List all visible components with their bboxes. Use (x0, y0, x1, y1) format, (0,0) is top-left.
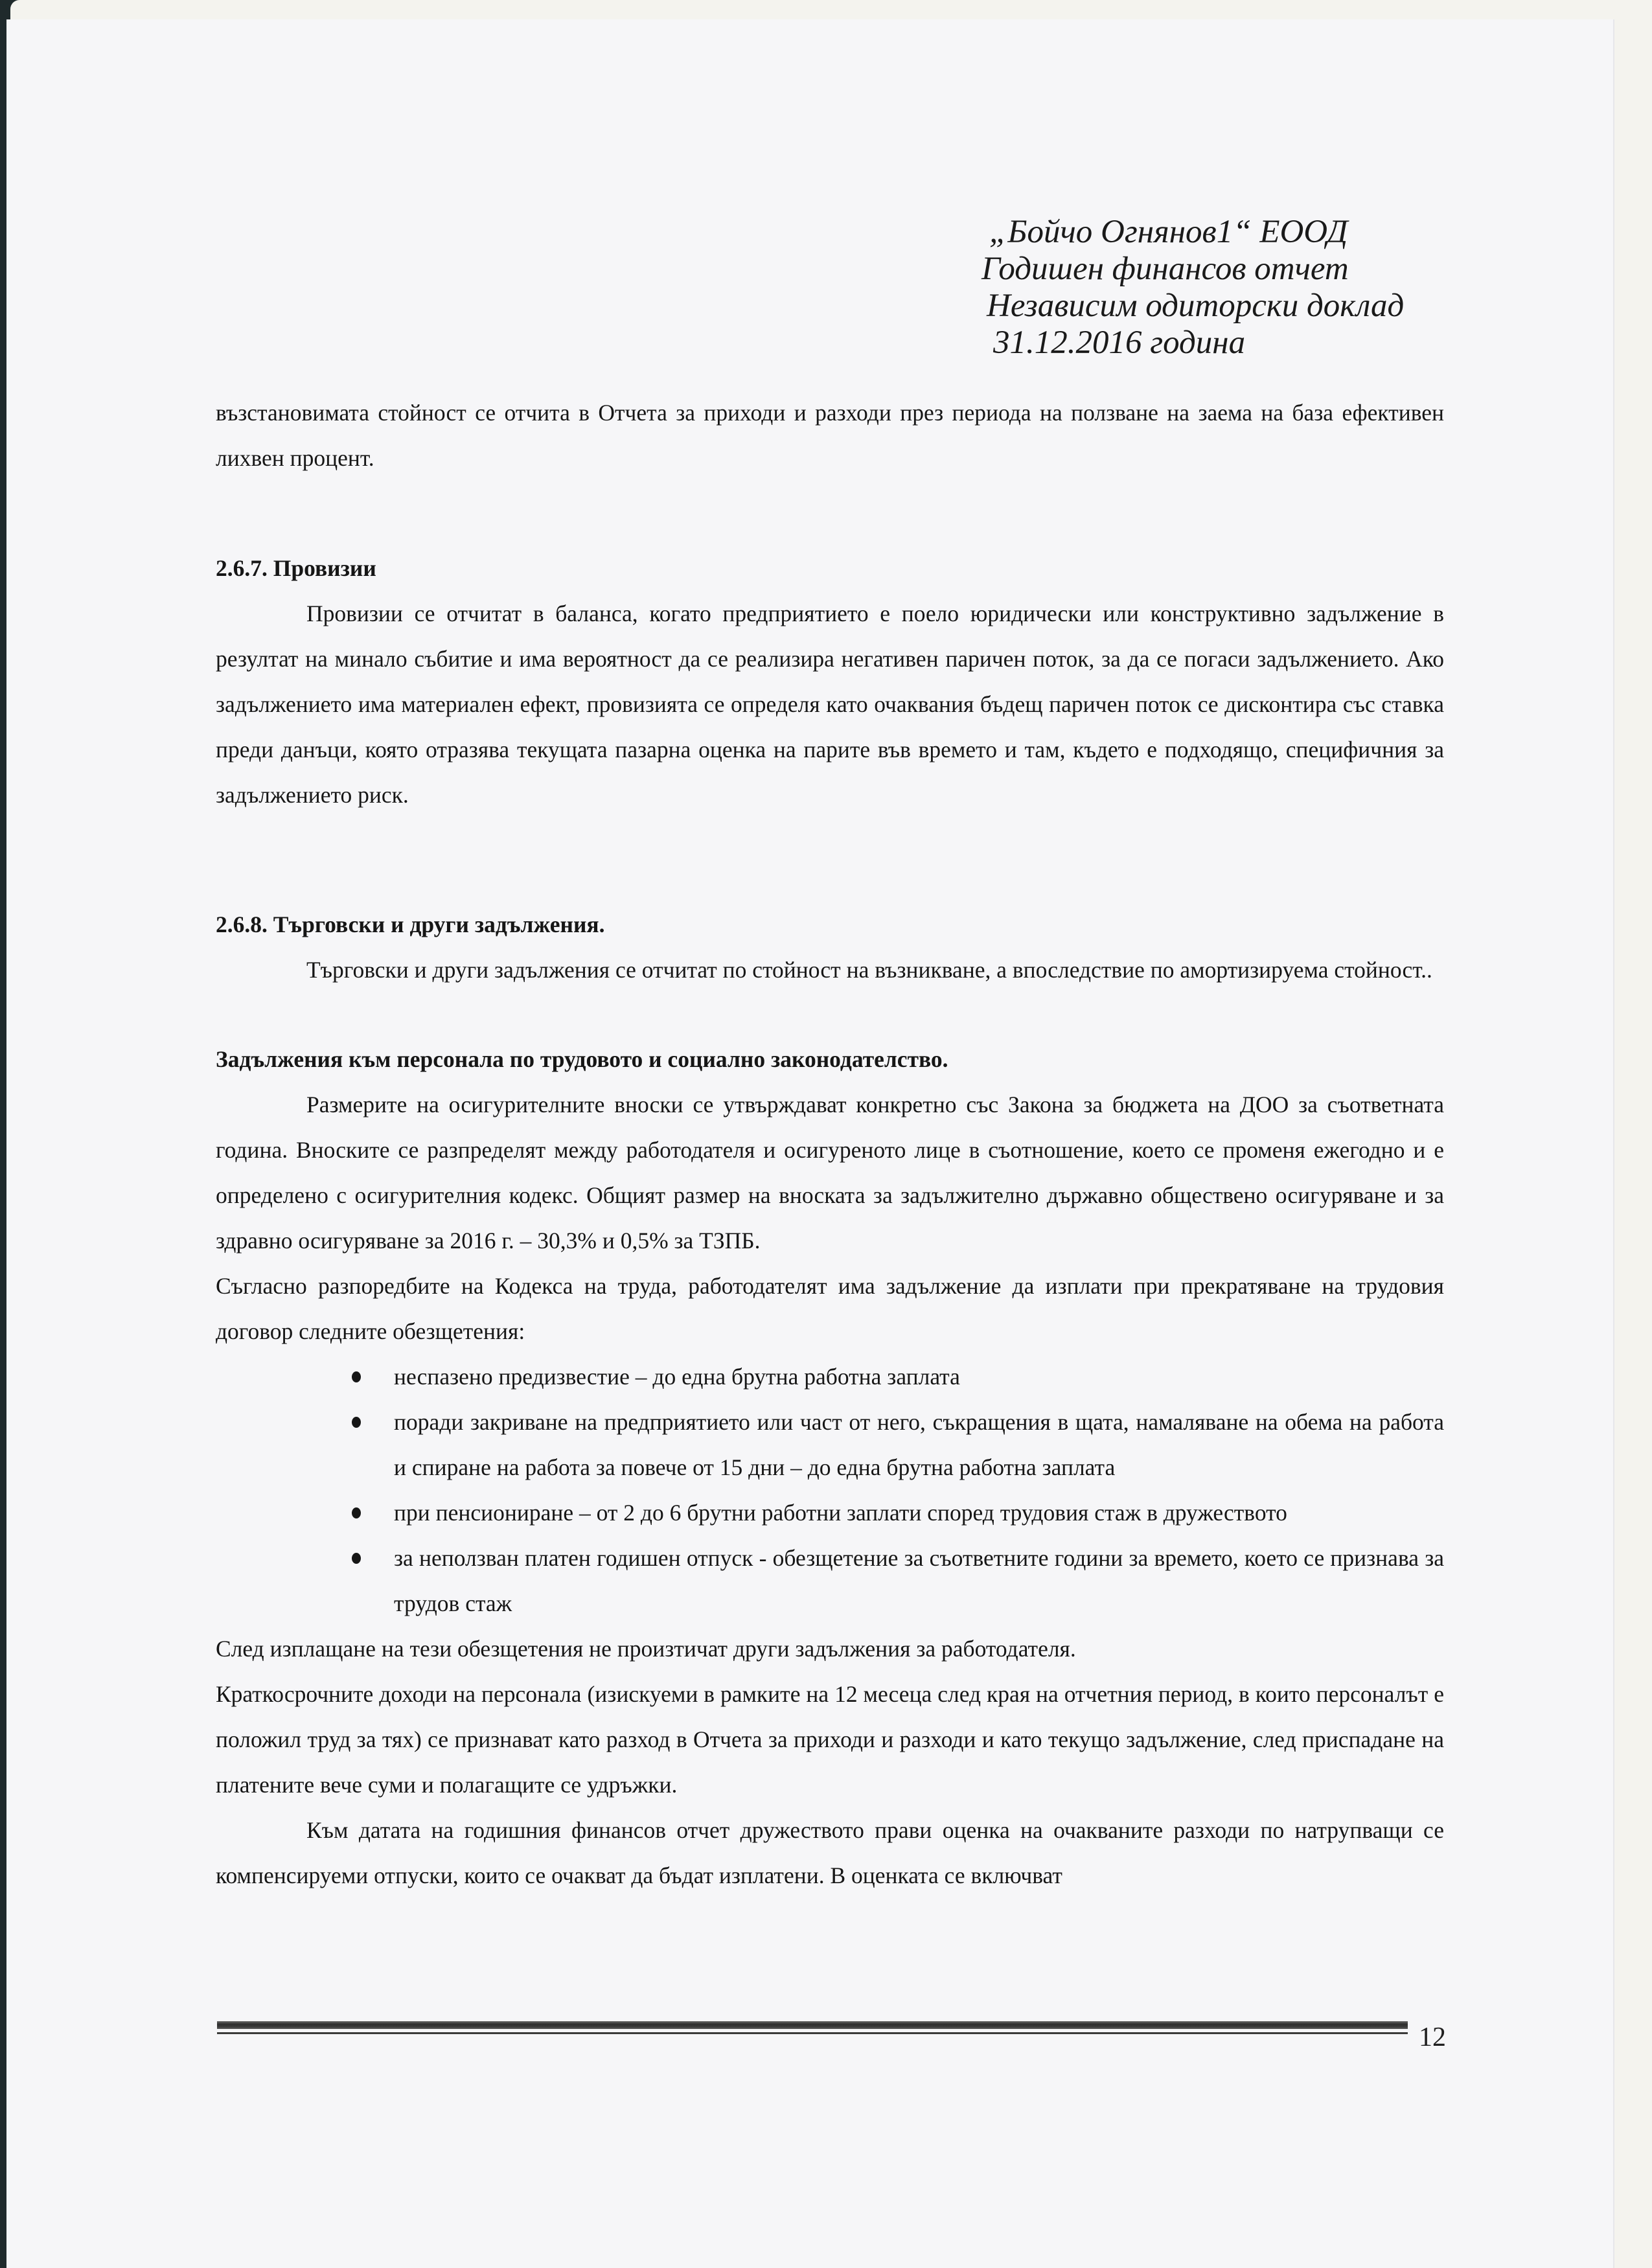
trade-payables-paragraph: Търговски и други задължения се отчитат по стойност на възникване, а впоследствие по амортизируема стойност.. (306, 957, 1432, 983)
footer-rule (217, 2021, 1408, 2034)
bullet-icon (352, 1371, 361, 1382)
header-audit-title: Независим одиторски доклад (987, 288, 1405, 324)
header-date: 31.12.2016 година (993, 325, 1246, 361)
footer-rule-thick (217, 2021, 1408, 2029)
header-report-title: Годишен финансов отчет (981, 251, 1349, 287)
bullet-icon (352, 1553, 361, 1564)
personnel-paragraph-5: Към датата на годишния финансов отчет дружеството прави оценка на очакваните разходи по натрупващи се компенсируеми отпуски, които се очакват да бъдат изплатени. В оценката се включват (216, 1817, 1444, 1888)
list-item (352, 1399, 1444, 1490)
section-heading-provisions: 2.6.7. Провизии (216, 555, 376, 581)
personnel-paragraph-2: Съгласно разпоредбите на Кодекса на труда, работодателят има задължение да изплати при прекратяване на трудовия договор следните обезщетения: (216, 1273, 1444, 1344)
document-body (216, 390, 1444, 1898)
section-heading-personnel: Задължения към персонала по трудовото и социално законодателство. (216, 1046, 948, 1072)
list-item-text: неспазено предизвестие – до една брутна работна заплата (394, 1364, 960, 1390)
list-item-text: за неползван платен годишен отпуск - обезщетение за съответните години за времето, което се признава за трудов стаж (394, 1545, 1444, 1616)
document-header (981, 214, 1474, 361)
personnel-paragraph-4: Краткосрочните доходи на персонала (изискуеми в рамките на 12 месеца след края на отчетния период, в които персоналът е положил труд за тях) се признават като разход в Отчета за приходи и разходи и като текущо задължение, след приспадане на платените вече суми и полагащите се удръжки. (216, 1681, 1444, 1798)
list-item (352, 1490, 1444, 1535)
page-number: 12 (1419, 2022, 1446, 2052)
list-item (352, 1535, 1444, 1626)
bullet-icon (352, 1417, 361, 1428)
header-company: „Бойчо Огнянов1“ ЕООД (989, 214, 1348, 250)
personnel-paragraph-1: Размерите на осигурителните вноски се утвърждават конкретно със Закона за бюджета на ДОО за съответната година. Вноските се разпределят между работодателя и осигуреното лице в съотношение, което се променя ежегодно и е определено с осигурителния кодекс. Общият размер на вноската за задължително държавно обществено осигуряване и за здравно осигуряване за 2016 г. – 30,3% и 0,5% за ТЗПБ. (216, 1092, 1444, 1254)
section-heading-trade-payables: 2.6.8. Търговски и други задължения. (216, 911, 605, 937)
list-item-text: при пенсиониране – от 2 до 6 брутни работни заплати според трудовия стаж в дружеството (394, 1500, 1287, 1526)
list-item-text: поради закриване на предприятието или част от него, съкращения в щата, намаляване на обема на работа и спиране на работа за повече от 15 дни – до една брутна работна заплата (394, 1409, 1444, 1480)
personnel-paragraph-3: След изплащане на тези обезщетения не произтичат други задължения за работодателя. (216, 1636, 1076, 1662)
list-item (352, 1354, 1444, 1399)
document-page (6, 19, 1613, 2268)
compensation-list (216, 1354, 1444, 1626)
bullet-icon (352, 1507, 361, 1518)
provisions-paragraph: Провизии се отчитат в баланса, когато предприятието е поело юридически или конструктивно задължение в резултат на минало събитие и има вероятност да се реализира негативен паричен поток, за да се погаси задължението. Ако задължението има материален ефект, провизията се определя като очаквания бъдещ паричен поток се дисконтира със ставка преди данъци, която отразява текущата пазарна оценка на парите във времето и там, където е подходящо, специфичния за задължението риск. (216, 601, 1444, 808)
intro-paragraph: възстановимата стойност се отчита в Отчета за приходи и разходи през периода на ползване на заема на база ефективен лихвен процент. (216, 400, 1444, 471)
footer-rule-thin (217, 2032, 1408, 2034)
